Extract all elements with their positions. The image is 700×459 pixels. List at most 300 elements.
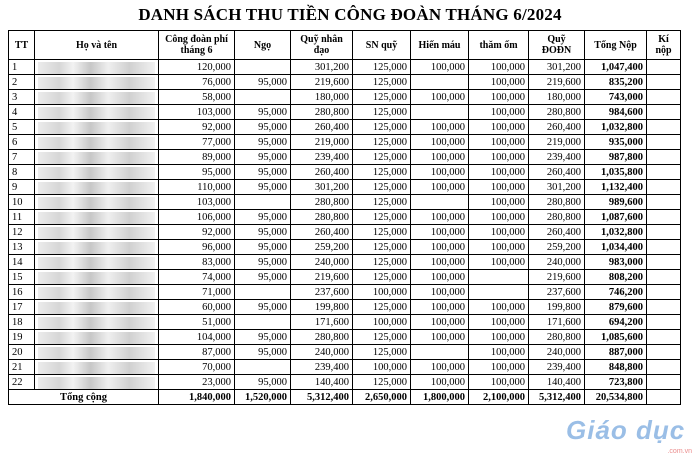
table-row [9,285,681,300]
row-number: 10 [9,195,35,210]
signature-cell [647,210,681,225]
table-row [9,105,681,120]
col-charity-fund-cell: 237,600 [291,285,353,300]
col-visit-sick-cell: 100,000 [469,195,529,210]
col-charity-fund-cell: 280,800 [291,195,353,210]
signature-cell [647,105,681,120]
col-blood-donation-cell [411,75,469,90]
table-row [9,120,681,135]
col-name-header: Họ và tên [35,31,159,60]
col-visit-sick-cell: 100,000 [469,225,529,240]
total-paid-cell: 746,200 [585,285,647,300]
signature-cell [647,315,681,330]
redaction-blur [38,272,155,284]
col-ngo-cell: 95,000 [235,180,291,195]
total-paid-cell: 989,600 [585,195,647,210]
member-name-redacted [35,285,159,300]
col-blood-donation-cell [411,105,469,120]
col-sn-fund-cell: 100,000 [353,315,411,330]
table-row [9,360,681,375]
member-name-redacted [35,315,159,330]
redaction-blur [38,107,155,119]
total-paid-cell: 1,032,800 [585,225,647,240]
row-number: 20 [9,345,35,360]
signature-cell [647,270,681,285]
member-name-redacted [35,225,159,240]
table-row [9,330,681,345]
col-dodn-fund-cell: 301,200 [529,60,585,75]
col-union-fee-cell: 83,000 [159,255,235,270]
col-union-fee-cell: 92,000 [159,225,235,240]
col-charity-fund-cell: 280,800 [291,330,353,345]
col-ngo-cell [235,315,291,330]
col-ngo-cell: 95,000 [235,240,291,255]
col-union-fee-cell: 74,000 [159,270,235,285]
col-dodn-fund-header: Quỹ ĐOĐN [529,31,585,60]
col-union-fee-cell: 103,000 [159,105,235,120]
col-ngo-cell: 95,000 [235,270,291,285]
col-dodn-fund-cell: 171,600 [529,315,585,330]
col-visit-sick-header: thăm ốm [469,31,529,60]
redaction-blur [38,257,155,269]
col-union-fee-cell: 120,000 [159,60,235,75]
col-ngo-cell: 95,000 [235,135,291,150]
table-row [9,300,681,315]
table-row [9,75,681,90]
col-dodn-fund-cell: 280,800 [529,195,585,210]
member-name-redacted [35,240,159,255]
total-paid-cell: 808,200 [585,270,647,285]
col-union-fee-cell: 104,000 [159,330,235,345]
col-visit-sick-cell: 100,000 [469,255,529,270]
col-blood-donation-cell: 100,000 [411,225,469,240]
member-name-redacted [35,360,159,375]
col-blood-donation-cell: 100,000 [411,120,469,135]
col-visit-sick-cell: 100,000 [469,300,529,315]
col-sn-fund-cell: 125,000 [353,60,411,75]
total-paid-cell: 887,000 [585,345,647,360]
signature-cell [647,150,681,165]
col-ngo-cell: 95,000 [235,255,291,270]
member-name-redacted [35,60,159,75]
row-number: 22 [9,375,35,390]
member-name-redacted [35,105,159,120]
fee-table [8,30,681,405]
col-union-fee-cell: 92,000 [159,120,235,135]
table-body [9,60,681,405]
col-dodn-fund-cell: 140,400 [529,375,585,390]
col-charity-fund-cell: 180,000 [291,90,353,105]
row-number: 13 [9,240,35,255]
col-total-total: 20,534,800 [585,390,647,405]
col-sn-fund-cell: 100,000 [353,285,411,300]
col-blood-donation-cell: 100,000 [411,330,469,345]
member-name-redacted [35,90,159,105]
total-paid-cell: 935,000 [585,135,647,150]
col-signature-header: Kí nộp [647,31,681,60]
total-paid-cell: 1,032,800 [585,120,647,135]
row-number: 17 [9,300,35,315]
col-dodn-fund-cell: 180,000 [529,90,585,105]
member-name-redacted [35,270,159,285]
col-union-fee-total: 1,840,000 [159,390,235,405]
total-paid-cell: 983,000 [585,255,647,270]
col-ngo-cell: 95,000 [235,105,291,120]
col-ngo-cell [235,60,291,75]
table-row [9,240,681,255]
col-union-fee-cell: 106,000 [159,210,235,225]
col-blood-donation-cell [411,195,469,210]
row-number: 6 [9,135,35,150]
col-visit-sick-cell: 100,000 [469,135,529,150]
col-union-fee-cell: 71,000 [159,285,235,300]
col-ngo-cell: 95,000 [235,150,291,165]
total-paid-cell: 1,132,400 [585,180,647,195]
col-charity-fund-header: Quỹ nhân đạo [291,31,353,60]
table-row [9,210,681,225]
row-number: 15 [9,270,35,285]
col-sn-fund-cell: 125,000 [353,240,411,255]
col-blood-donation-cell: 100,000 [411,300,469,315]
col-sn-fund-cell: 125,000 [353,300,411,315]
row-number: 11 [9,210,35,225]
col-sn-fund-header: SN quỹ [353,31,411,60]
col-visit-sick-cell: 100,000 [469,315,529,330]
member-name-redacted [35,180,159,195]
col-blood-donation-cell: 100,000 [411,315,469,330]
col-blood-donation-cell: 100,000 [411,270,469,285]
redaction-blur [38,152,155,164]
col-dodn-fund-cell: 259,200 [529,240,585,255]
col-dodn-fund-cell: 260,400 [529,120,585,135]
col-union-fee-cell: 77,000 [159,135,235,150]
col-visit-sick-cell: 100,000 [469,165,529,180]
col-visit-sick-cell: 100,000 [469,180,529,195]
col-ngo-cell: 95,000 [235,225,291,240]
col-blood-donation-cell: 100,000 [411,90,469,105]
col-charity-fund-cell: 280,800 [291,105,353,120]
signature-cell [647,300,681,315]
redaction-blur [38,197,155,209]
signature-cell [647,330,681,345]
col-sn-fund-cell: 125,000 [353,375,411,390]
col-union-fee-cell: 89,000 [159,150,235,165]
col-charity-fund-cell: 239,400 [291,360,353,375]
redaction-blur [38,332,155,344]
col-visit-sick-cell: 100,000 [469,240,529,255]
col-dodn-fund-cell: 219,000 [529,135,585,150]
table-row [9,165,681,180]
col-dodn-fund-cell: 260,400 [529,165,585,180]
total-label: Tổng cộng [9,390,159,405]
col-charity-fund-cell: 140,400 [291,375,353,390]
signature-cell [647,225,681,240]
member-name-redacted [35,345,159,360]
col-charity-fund-cell: 171,600 [291,315,353,330]
col-ngo-cell [235,285,291,300]
watermark-logo [566,415,696,455]
col-visit-sick-cell: 100,000 [469,345,529,360]
col-union-fee-cell: 110,000 [159,180,235,195]
row-number: 3 [9,90,35,105]
redaction-blur [38,137,155,149]
signature-cell [647,180,681,195]
table-row [9,375,681,390]
col-union-fee-cell: 76,000 [159,75,235,90]
col-charity-fund-cell: 199,800 [291,300,353,315]
table-row [9,315,681,330]
col-blood-donation-cell [411,345,469,360]
col-ngo-cell: 95,000 [235,300,291,315]
table-row [9,345,681,360]
col-visit-sick-cell: 100,000 [469,360,529,375]
redaction-blur [38,242,155,254]
col-sn-fund-cell: 125,000 [353,210,411,225]
col-visit-sick-total: 2,100,000 [469,390,529,405]
total-paid-cell: 1,035,800 [585,165,647,180]
col-union-fee-cell: 70,000 [159,360,235,375]
total-paid-cell: 984,600 [585,105,647,120]
redaction-blur [38,287,155,299]
col-sn-fund-cell: 125,000 [353,150,411,165]
col-charity-fund-cell: 260,400 [291,165,353,180]
col-dodn-fund-cell: 237,600 [529,285,585,300]
watermark-text: Giáo dục [566,415,686,445]
col-charity-fund-cell: 239,400 [291,150,353,165]
col-visit-sick-cell: 100,000 [469,60,529,75]
signature-cell [647,195,681,210]
col-dodn-fund-cell: 301,200 [529,180,585,195]
col-visit-sick-cell [469,270,529,285]
member-name-redacted [35,150,159,165]
col-charity-fund-cell: 301,200 [291,60,353,75]
total-paid-cell: 987,800 [585,150,647,165]
col-sn-fund-cell: 125,000 [353,120,411,135]
col-sn-fund-cell: 125,000 [353,270,411,285]
signature-cell [647,255,681,270]
signature-cell [647,60,681,75]
col-charity-fund-cell: 219,600 [291,75,353,90]
total-paid-cell: 835,200 [585,75,647,90]
col-visit-sick-cell [469,285,529,300]
signature-cell [647,240,681,255]
signature-cell [647,90,681,105]
watermark-sub: .com.vn [667,448,692,455]
col-union-fee-cell: 95,000 [159,165,235,180]
col-union-fee-cell: 58,000 [159,90,235,105]
total-paid-cell: 848,800 [585,360,647,375]
col-blood-donation-cell: 100,000 [411,180,469,195]
col-charity-fund-cell: 219,600 [291,270,353,285]
signature-cell [647,135,681,150]
col-blood-donation-header: Hiến máu [411,31,469,60]
row-number: 8 [9,165,35,180]
col-union-fee-cell: 96,000 [159,240,235,255]
col-charity-fund-cell: 301,200 [291,180,353,195]
col-union-fee-cell: 87,000 [159,345,235,360]
col-dodn-fund-cell: 199,800 [529,300,585,315]
col-blood-donation-cell: 100,000 [411,165,469,180]
col-dodn-fund-cell: 240,000 [529,345,585,360]
sheet-title: DANH SÁCH THU TIỀN CÔNG ĐOÀN THÁNG 6/2024 [138,5,562,24]
col-dodn-fund-cell: 260,400 [529,225,585,240]
total-paid-cell: 1,034,400 [585,240,647,255]
col-charity-fund-cell: 260,400 [291,225,353,240]
col-blood-donation-cell: 100,000 [411,60,469,75]
member-name-redacted [35,165,159,180]
col-dodn-fund-cell: 239,400 [529,150,585,165]
col-charity-fund-total: 5,312,400 [291,390,353,405]
col-visit-sick-cell: 100,000 [469,75,529,90]
col-ngo-cell: 95,000 [235,165,291,180]
col-union-fee-header: Công đoàn phí tháng 6 [159,31,235,60]
col-blood-donation-cell: 100,000 [411,375,469,390]
redaction-blur [38,167,155,179]
col-sn-fund-cell: 125,000 [353,195,411,210]
table-row [9,255,681,270]
signature-cell [647,345,681,360]
col-blood-donation-total: 1,800,000 [411,390,469,405]
col-sn-fund-cell: 125,000 [353,345,411,360]
total-paid-cell: 694,200 [585,315,647,330]
col-sn-fund-cell: 125,000 [353,180,411,195]
redaction-blur [38,317,155,329]
col-union-fee-cell: 23,000 [159,375,235,390]
col-blood-donation-cell: 100,000 [411,255,469,270]
col-dodn-fund-cell: 219,600 [529,75,585,90]
redaction-blur [38,92,155,104]
row-number: 9 [9,180,35,195]
col-blood-donation-cell: 100,000 [411,150,469,165]
row-number: 7 [9,150,35,165]
col-ngo-header: Ngọ [235,31,291,60]
col-charity-fund-cell: 240,000 [291,255,353,270]
col-dodn-fund-cell: 239,400 [529,360,585,375]
col-dodn-fund-cell: 280,800 [529,330,585,345]
col-sn-fund-cell: 125,000 [353,165,411,180]
col-dodn-fund-cell: 219,600 [529,270,585,285]
col-visit-sick-cell: 100,000 [469,375,529,390]
redaction-blur [38,62,155,74]
col-sn-fund-cell: 125,000 [353,105,411,120]
row-number: 21 [9,360,35,375]
member-name-redacted [35,330,159,345]
redaction-blur [38,302,155,314]
row-number: 19 [9,330,35,345]
col-ngo-cell: 95,000 [235,75,291,90]
row-number: 2 [9,75,35,90]
col-sn-fund-cell: 100,000 [353,360,411,375]
col-visit-sick-cell: 100,000 [469,120,529,135]
signature-cell [647,285,681,300]
row-number: 5 [9,120,35,135]
redaction-blur [38,122,155,134]
col-ngo-cell [235,195,291,210]
member-name-redacted [35,210,159,225]
col-signature-total [647,390,681,405]
signature-cell [647,375,681,390]
total-paid-cell: 1,085,600 [585,330,647,345]
redaction-blur [38,347,155,359]
col-blood-donation-cell: 100,000 [411,210,469,225]
redaction-blur [38,377,155,389]
header-row [9,31,681,60]
col-union-fee-cell: 103,000 [159,195,235,210]
member-name-redacted [35,255,159,270]
col-ngo-cell: 95,000 [235,210,291,225]
col-ngo-cell [235,360,291,375]
col-ngo-cell: 95,000 [235,375,291,390]
col-charity-fund-cell: 280,800 [291,210,353,225]
col-ngo-cell: 95,000 [235,120,291,135]
total-paid-cell: 723,800 [585,375,647,390]
signature-cell [647,120,681,135]
redaction-blur [38,77,155,89]
col-charity-fund-cell: 260,400 [291,120,353,135]
signature-cell [647,360,681,375]
col-tt-header: TT [9,31,35,60]
col-ngo-total: 1,520,000 [235,390,291,405]
col-blood-donation-cell: 100,000 [411,360,469,375]
table-row [9,225,681,240]
col-charity-fund-cell: 259,200 [291,240,353,255]
redaction-blur [38,362,155,374]
member-name-redacted [35,75,159,90]
row-number: 1 [9,60,35,75]
table-row [9,135,681,150]
col-sn-fund-cell: 125,000 [353,90,411,105]
row-number: 4 [9,105,35,120]
col-dodn-fund-cell: 280,800 [529,105,585,120]
signature-cell [647,75,681,90]
col-union-fee-cell: 60,000 [159,300,235,315]
table-row [9,180,681,195]
redaction-blur [38,227,155,239]
total-row [9,390,681,405]
col-sn-fund-cell: 125,000 [353,225,411,240]
redaction-blur [38,182,155,194]
table-row [9,60,681,75]
member-name-redacted [35,375,159,390]
col-sn-fund-cell: 125,000 [353,330,411,345]
col-sn-fund-total: 2,650,000 [353,390,411,405]
col-ngo-cell: 95,000 [235,330,291,345]
col-dodn-fund-total: 5,312,400 [529,390,585,405]
row-number: 14 [9,255,35,270]
col-blood-donation-cell: 100,000 [411,135,469,150]
col-visit-sick-cell: 100,000 [469,150,529,165]
row-number: 16 [9,285,35,300]
col-sn-fund-cell: 125,000 [353,135,411,150]
table-row [9,270,681,285]
col-visit-sick-cell: 100,000 [469,330,529,345]
col-charity-fund-cell: 240,000 [291,345,353,360]
total-paid-cell: 1,087,600 [585,210,647,225]
total-paid-cell: 879,600 [585,300,647,315]
member-name-redacted [35,120,159,135]
table-row [9,150,681,165]
col-charity-fund-cell: 219,000 [291,135,353,150]
total-paid-cell: 743,000 [585,90,647,105]
table-row [9,195,681,210]
col-ngo-cell [235,90,291,105]
col-sn-fund-cell: 125,000 [353,255,411,270]
col-sn-fund-cell: 125,000 [353,75,411,90]
table-row [9,90,681,105]
row-number: 18 [9,315,35,330]
col-union-fee-cell: 51,000 [159,315,235,330]
col-ngo-cell: 95,000 [235,345,291,360]
